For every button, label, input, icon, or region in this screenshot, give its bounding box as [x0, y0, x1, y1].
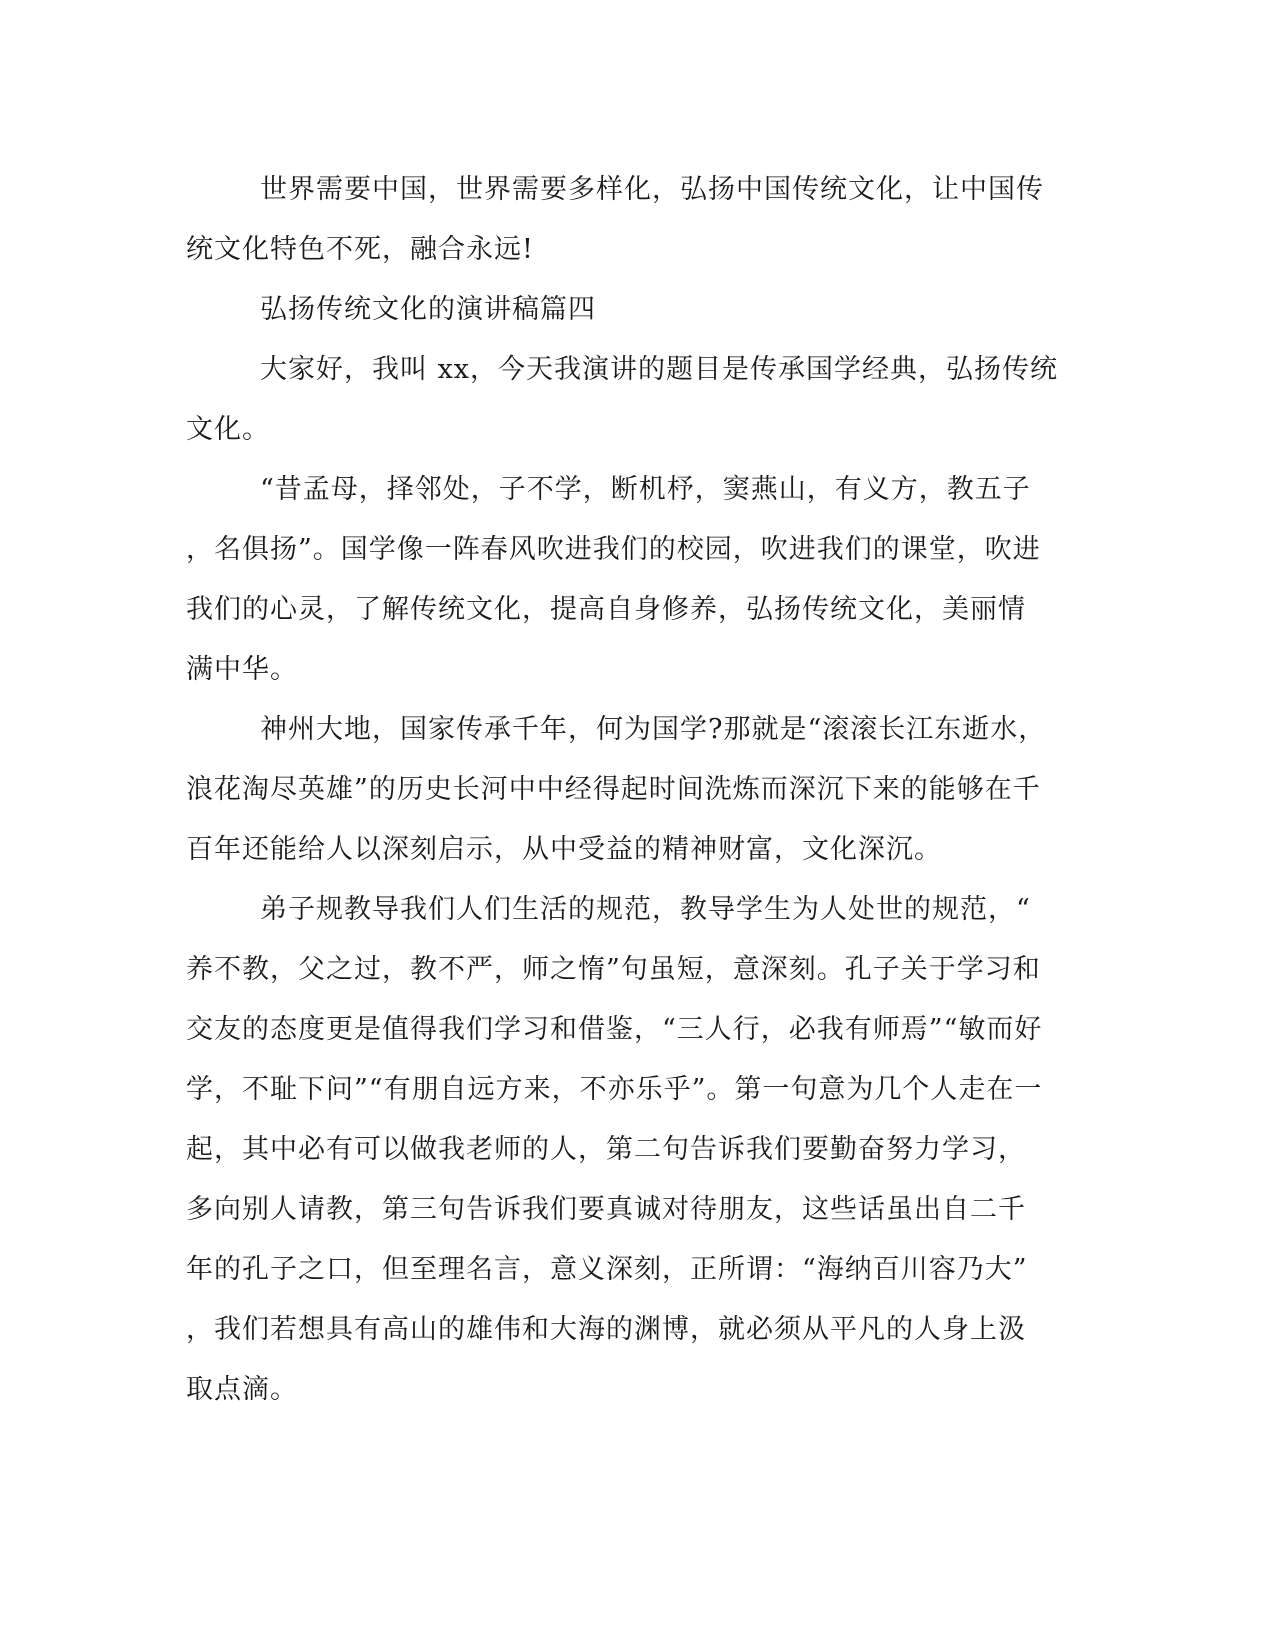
paragraph-line: ，我们若想具有高山的雄伟和大海的渊博，就必须从平凡的人身上汲: [186, 1314, 1026, 1345]
paragraph-line: 学，不耻下问”“有朋自远方来，不亦乐乎”。第一句意为几个人走在一: [186, 1074, 1043, 1105]
paragraph-line: 我们的心灵，了解传统文化，提高自身修养，弘扬传统文化，美丽情: [186, 594, 1026, 625]
paragraph-line: 神州大地，国家传承千年，何为国学?那就是“滚滚长江东逝水，: [260, 714, 1047, 745]
paragraph-line: 弟子规教导我们人们生活的规范，教导学生为人处世的规范，“: [260, 894, 1031, 925]
heading-text: 弘扬传统文化的演讲稿篇四: [260, 294, 596, 325]
paragraph-line: 交友的态度更是值得我们学习和借鉴，“三人行，必我有师焉”“敏而好: [186, 1014, 1043, 1045]
paragraph-line: 统文化特色不死，融合永远!: [186, 234, 534, 265]
paragraph-line: 浪花淘尽英雄”的历史长河中中经得起时间洗炼而深沉下来的能够在千: [186, 774, 1041, 805]
paragraph-line: “昔孟母，择邻处，子不学，断机杼，窦燕山，有义方，教五子: [260, 474, 1031, 505]
section-heading: [186, 280, 1056, 340]
paragraph-line: 年的孔子之口，但至理名言，意义深刻，正所谓：“海纳百川容乃大”: [186, 1254, 1028, 1285]
paragraph-line: 多向别人请教，第三句告诉我们要真诚对待朋友，这些话虽出自二千: [186, 1194, 1026, 1225]
paragraph: [186, 340, 1059, 460]
paragraph: [186, 880, 1056, 1420]
paragraph-line: 文化。: [186, 414, 270, 445]
paragraph-line: 养不教，父之过，教不严，师之惰”句虽短，意深刻。孔子关于学习和: [186, 954, 1041, 985]
paragraph-line: ，名俱扬”。国学像一阵春风吹进我们的校园，吹进我们的课堂，吹进: [186, 534, 1041, 565]
paragraph-line: 大家好，我叫 xx，今天我演讲的题目是传承国学经典，弘扬传统: [260, 354, 1059, 385]
paragraph-line: 起，其中必有可以做我老师的人，第二句告诉我们要勤奋努力学习，: [186, 1134, 1026, 1165]
paragraph: [186, 700, 1056, 880]
paragraph-line: 世界需要中国，世界需要多样化，弘扬中国传统文化，让中国传: [260, 174, 1044, 205]
document-body: [186, 160, 1059, 1420]
paragraph: [186, 160, 1056, 280]
paragraph: [186, 460, 1056, 700]
paragraph-line: 百年还能给人以深刻启示，从中受益的精神财富，文化深沉。: [186, 834, 942, 865]
paragraph-line: 取点滴。: [186, 1374, 298, 1405]
paragraph-line: 满中华。: [186, 654, 298, 685]
